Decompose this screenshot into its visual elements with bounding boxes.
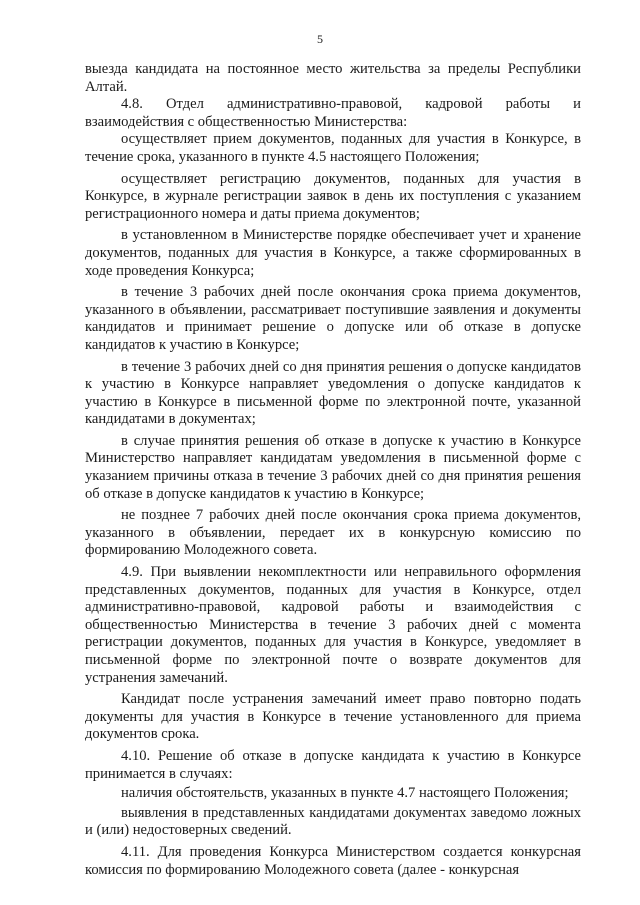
- paragraph-4-8-item-receive: осуществляет прием документов, поданных для участия в Конкурсе, в течение срока, указанного в пункте 4.5 настоящего Положения;: [85, 131, 581, 165]
- document-body: [85, 61, 581, 879]
- paragraph-4-8: 4.8. Отдел административно-правовой, кадровой работы и взаимодействия с общественностью Министерства:: [85, 96, 581, 130]
- paragraph-4-10: 4.10. Решение об отказе в допуске кандидата к участию в Конкурсе принимается в случаях:: [85, 747, 581, 782]
- paragraph-4-8-item-transfer: не позднее 7 рабочих дней после окончания срока приема документов, указанного в объявлении, передает их в конкурсную комиссию по формированию Молодежного совета.: [85, 507, 581, 559]
- paragraph-4-10-case-circumstances: наличия обстоятельств, указанных в пункте 4.7 настоящего Положения;: [121, 785, 569, 802]
- paragraph-4-8-item-register: осуществляет регистрацию документов, поданных для участия в Конкурсе, в журнале регистрации заявок в день их поступления с указанием регистрационного номера и даты приема документов;: [85, 170, 581, 222]
- page-number: 5: [317, 32, 323, 46]
- paragraph-4-11: 4.11. Для проведения Конкурса Министерством создается конкурсная комиссия по формированию Молодежного совета (далее - конкурсная: [85, 843, 581, 878]
- paragraph-4-9: 4.9. При выявлении некомплектности или неправильного оформления представленных документов, поданных для участия в Конкурсе, отдел административно-правовой, кадровой работы и взаимодействия с общественностью Министерства в течение 3 рабочих дней с момента регистрации документов, поданных для участия в Конкурсе, уведомляет в письменной форме по электронной почте о возврате документов для устранения замечаний.: [85, 564, 581, 686]
- paragraph-4-8-item-notify-admission: в течение 3 рабочих дней со дня принятия решения о допуске кандидатов к участию в Конкурсе направляет уведомления о допуске кандидатов к участию в Конкурсе в письменной форме по электронной почте, указанной кандидатами в документах;: [85, 358, 581, 428]
- paragraph-4-9-resubmit: Кандидат после устранения замечаний имеет право повторно подать документы для участия в Конкурсе в течение установленного для приема документов срока.: [85, 691, 581, 743]
- paragraph-4-8-item-review: в течение 3 рабочих дней после окончания срока приема документов, указанного в объявлении, рассматривает поступившие заявления и документы кандидатов и принимает решение о допуске или об отказе в допуске кандидатов к участию в Конкурсе;: [85, 284, 581, 353]
- paragraph-4-8-item-notify-refusal: в случае принятия решения об отказе в допуске к участию в Конкурсе Министерство направляет кандидатам уведомления в письменной форме с указанием причины отказа в течение 3 рабочих дней со дня принятия решения об отказе в допуске кандидатов к участию в Конкурсе;: [85, 432, 581, 502]
- paragraph-continuation: выезда кандидата на постоянное место жительства за пределы Республики Алтай.: [85, 61, 581, 95]
- paragraph-4-10-case-false-info: выявления в представленных кандидатами документах заведомо ложных и (или) недостоверных сведений.: [85, 804, 581, 839]
- paragraph-4-8-item-storage: в установленном в Министерстве порядке обеспечивает учет и хранение документов, поданных для участия в Конкурсе, а также сформированных в ходе проведения Конкурса;: [85, 227, 581, 279]
